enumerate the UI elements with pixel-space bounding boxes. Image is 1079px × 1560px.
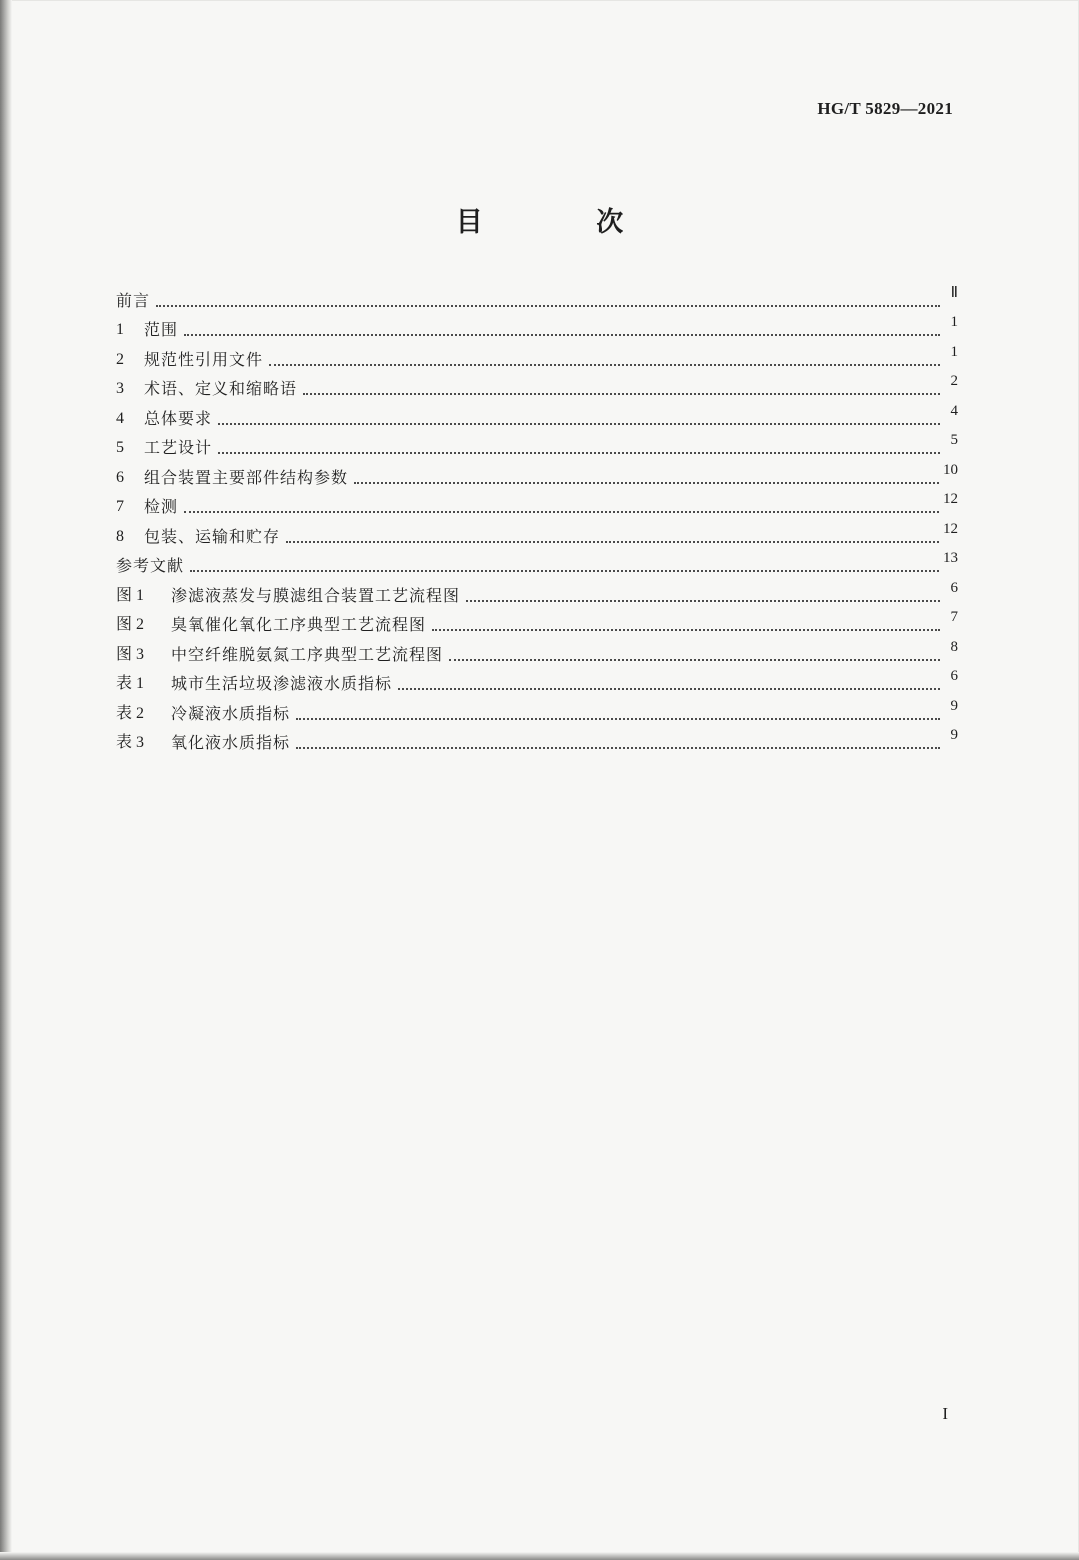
toc-entry-number: 2 bbox=[116, 350, 124, 368]
toc-entry-label: 臭氧催化氧化工序典型工艺流程图 bbox=[171, 615, 427, 634]
toc-entry-label: 工艺设计 bbox=[144, 438, 213, 457]
toc-leader-dots bbox=[218, 452, 940, 454]
page-bottom-shadow bbox=[0, 1552, 1079, 1560]
toc-entry[interactable] bbox=[116, 607, 958, 637]
toc-entry[interactable] bbox=[116, 695, 958, 725]
toc-entry-page: 6 bbox=[950, 668, 958, 684]
toc-entry[interactable] bbox=[116, 430, 958, 460]
toc-entry-page: 10 bbox=[943, 461, 958, 478]
toc-entry[interactable] bbox=[116, 518, 958, 548]
toc-entry-page: 8 bbox=[950, 638, 958, 655]
toc-entry-page: 7 bbox=[950, 609, 958, 625]
toc-entry-label: 氧化液水质指标 bbox=[171, 733, 291, 752]
toc-entry-label: 包装、运输和贮存 bbox=[144, 526, 281, 546]
toc-leader-dots bbox=[184, 511, 939, 513]
toc-leader-dots bbox=[190, 570, 939, 572]
toc-entry-label: 检测 bbox=[144, 497, 179, 516]
toc-entry-number: 图 2 bbox=[116, 616, 145, 633]
toc-entry-page: 12 bbox=[943, 520, 958, 537]
toc-leader-dots bbox=[286, 541, 939, 543]
toc-entry-number: 表 1 bbox=[116, 675, 145, 692]
toc-entry-number: 8 bbox=[116, 527, 124, 545]
toc-entry-page: 9 bbox=[950, 697, 958, 714]
page-number: I bbox=[942, 1404, 948, 1423]
toc-entry-number: 表 2 bbox=[116, 704, 145, 722]
toc-entry-page: 5 bbox=[950, 432, 958, 448]
toc-entry[interactable] bbox=[116, 459, 958, 489]
toc-entry-label: 前言 bbox=[116, 290, 151, 310]
toc-entry-number: 6 bbox=[116, 468, 124, 486]
toc-leader-dots bbox=[218, 423, 940, 425]
toc-leader-dots bbox=[184, 334, 940, 336]
toc-entry[interactable] bbox=[116, 636, 958, 666]
toc-entry-number: 3 bbox=[116, 380, 124, 397]
toc-leader-dots bbox=[296, 718, 940, 720]
toc-entry-label: 组合装置主要部件结构参数 bbox=[144, 467, 349, 487]
toc-entry-label: 中空纤维脱氨氮工序典型工艺流程图 bbox=[171, 644, 444, 664]
toc-entry[interactable] bbox=[116, 489, 958, 519]
toc-entry[interactable] bbox=[116, 666, 958, 696]
toc-entry-page: Ⅱ bbox=[950, 284, 958, 301]
toc-entry-page: 1 bbox=[950, 314, 958, 330]
toc-entry-number: 1 bbox=[116, 321, 124, 338]
toc-leader-dots bbox=[466, 600, 940, 602]
toc-entry-page: 13 bbox=[943, 550, 958, 566]
toc-entry-page: 9 bbox=[950, 727, 958, 743]
toc-leader-dots bbox=[354, 482, 939, 484]
table-of-contents bbox=[116, 282, 958, 754]
toc-entry[interactable] bbox=[116, 371, 958, 401]
toc-entry[interactable] bbox=[116, 577, 958, 607]
toc-leader-dots bbox=[269, 364, 940, 366]
toc-entry-number: 4 bbox=[116, 409, 124, 427]
toc-entry-label: 渗滤液蒸发与膜滤组合装置工艺流程图 bbox=[171, 585, 461, 605]
toc-entry-label: 规范性引用文件 bbox=[144, 349, 264, 369]
page-title: 目 次 bbox=[455, 207, 676, 238]
toc-leader-dots bbox=[398, 688, 940, 690]
toc-entry[interactable] bbox=[116, 400, 958, 430]
toc-entry-page: 6 bbox=[950, 579, 958, 596]
toc-entry-page: 4 bbox=[950, 402, 958, 419]
toc-entry-page: 12 bbox=[943, 491, 958, 507]
toc-entry[interactable] bbox=[116, 312, 958, 342]
toc-entry-number: 5 bbox=[116, 439, 124, 456]
toc-entry[interactable] bbox=[116, 725, 958, 755]
toc-entry-label: 术语、定义和缩略语 bbox=[144, 379, 298, 398]
toc-entry-number: 图 1 bbox=[116, 586, 145, 604]
toc-entry[interactable] bbox=[116, 282, 958, 312]
toc-leader-dots bbox=[432, 629, 940, 631]
toc-entry-label: 总体要求 bbox=[144, 408, 213, 428]
toc-entry-number: 图 3 bbox=[116, 645, 145, 663]
toc-entry-page: 1 bbox=[950, 343, 958, 360]
toc-entry[interactable] bbox=[116, 548, 958, 578]
toc-entry-page: 2 bbox=[950, 373, 958, 389]
toc-entry-label: 参考文献 bbox=[116, 556, 185, 575]
toc-entry[interactable] bbox=[116, 341, 958, 371]
toc-entry-number: 表 3 bbox=[116, 734, 145, 751]
document-code: HG/T 5829—2021 bbox=[817, 99, 953, 118]
toc-entry-label: 范围 bbox=[144, 320, 179, 339]
toc-leader-dots bbox=[296, 747, 940, 749]
toc-entry-label: 冷凝液水质指标 bbox=[171, 703, 291, 723]
toc-leader-dots bbox=[303, 393, 940, 395]
toc-leader-dots bbox=[156, 305, 940, 307]
toc-entry-label: 城市生活垃圾渗滤液水质指标 bbox=[171, 674, 393, 693]
toc-entry-number: 7 bbox=[116, 498, 124, 515]
toc-leader-dots bbox=[449, 659, 940, 661]
